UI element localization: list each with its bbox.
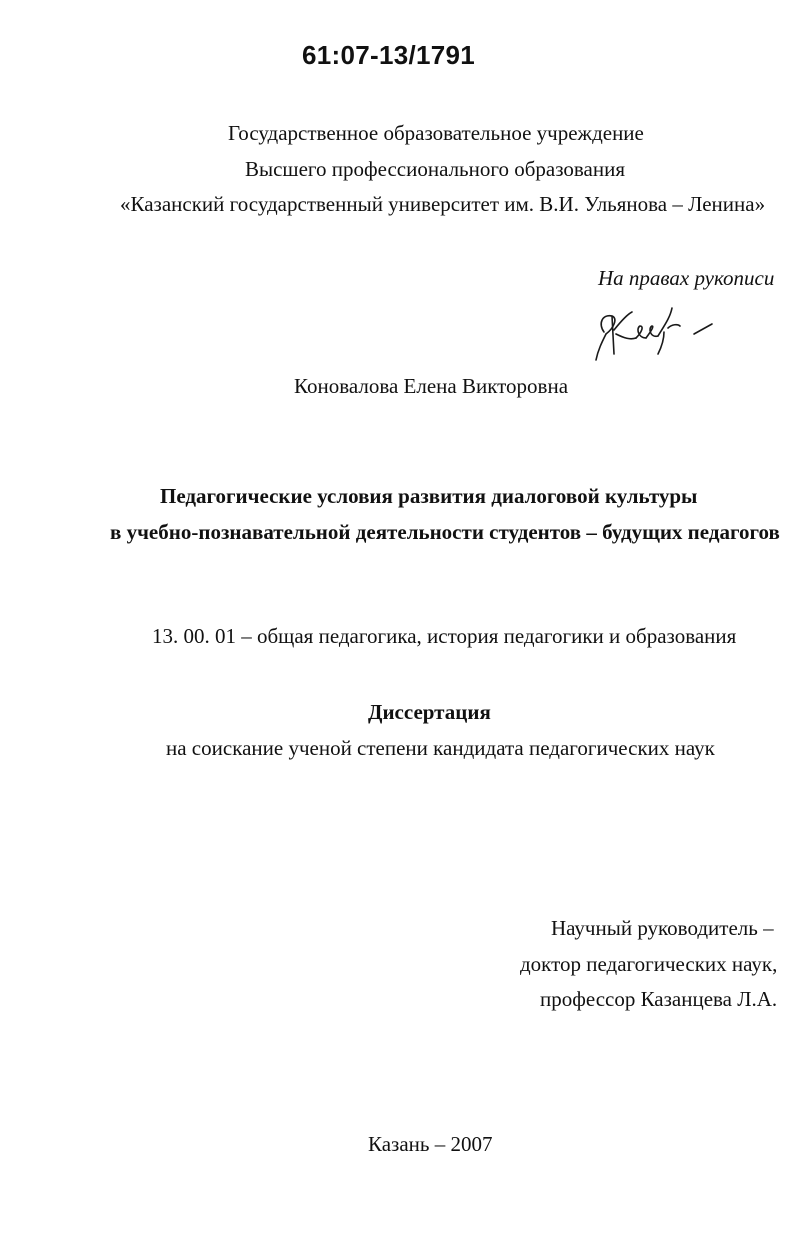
dissertation-title-line-1: Педагогические условия развития диалоговой культуры (160, 484, 698, 508)
institution-line-1: Государственное образовательное учреждение (228, 121, 644, 145)
supervisor-line-2: доктор педагогических наук, (520, 952, 778, 976)
manuscript-note: На правах рукописи (598, 266, 775, 290)
dissertation-title-line-2: в учебно-познавательной деятельности студентов – будущих педагогов (110, 520, 780, 544)
supervisor-line-3: профессор Казанцева Л.А. (540, 987, 778, 1011)
document-type: Диссертация (368, 700, 491, 724)
place-and-year: Казань – 2007 (368, 1132, 493, 1156)
degree-purpose: на соискание ученой степени кандидата педагогических наук (166, 736, 715, 760)
institution-line-3: «Казанский государственный университет им. В.И. Ульянова – Ленина» (120, 192, 766, 216)
institution-line-2: Высшего профессионального образования (245, 157, 625, 181)
archive-number: 61:07-13/1791 (302, 40, 476, 70)
specialty-code: 13. 00. 01 – общая педагогика, история педагогики и образования (152, 624, 737, 648)
author-name: Коновалова Елена Викторовна (294, 374, 569, 398)
handwritten-signature (592, 294, 722, 364)
supervisor-line-1: Научный руководитель – (551, 916, 774, 940)
